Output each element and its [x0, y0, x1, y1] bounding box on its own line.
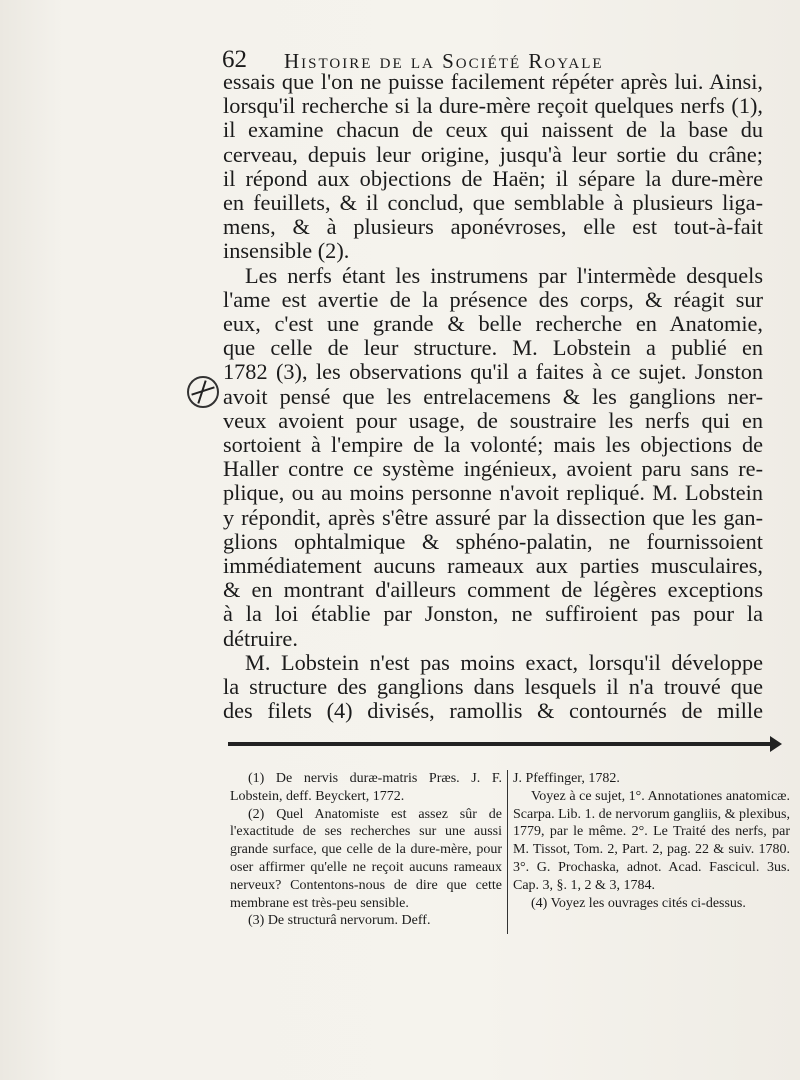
- text-line: 1782 (3), les observations qu'il a faites à ce sujet. Jonston: [223, 359, 763, 385]
- text-line: que celle de leur structure. M. Lobstein a publié en: [223, 335, 763, 361]
- footnote-3-continued: J. Pfeffinger, 1782.: [513, 771, 620, 786]
- text-line: veux avoient pour usage, de soustraire les nerfs qui en: [223, 407, 763, 433]
- footnotes-left-column: [230, 770, 502, 930]
- text-line: plique, ou au moins personne n'avoit repliqué. M. Lobstein: [223, 480, 763, 506]
- text-line: Haller contre ce système ingénieux, avoient paru sans re-: [223, 456, 763, 482]
- footnote-3: (3) De structurâ nervorum. Deff.: [248, 913, 431, 929]
- text-line: insensible (2).: [223, 238, 350, 264]
- footnote-2: (2) Quel Anatomiste est assez sûr de l'exactitude de ses recherches sur une aussi grande surface, que celle de la dure-mère, pour oser affirmer qu'elle ne reçoit aucuns rameaux nerveux? Contentons-nous de dire que cette membrane est très-peu sensible.: [230, 806, 502, 911]
- paragraph-2: [223, 264, 763, 651]
- paragraph-3: [223, 651, 763, 724]
- text-line: glions ophtalmique & sphéno-palatin, ne fournissoient: [223, 528, 763, 554]
- text-line: il répond aux objections de Haën; il sépare la dure-mère: [223, 165, 763, 191]
- text-line: la structure des ganglions dans lesquels il n'a trouvé que: [223, 674, 763, 700]
- text-line: avoit pensé que les entrelacemens & les ganglions ner-: [223, 383, 763, 409]
- text-line: à la loi établie par Jonston, ne suffiroient pas pour la: [223, 601, 763, 627]
- page-number: 62: [222, 46, 247, 73]
- footnote-4: (4) Voyez les ouvrages cités ci-dessus.: [531, 895, 746, 911]
- footnote-rule: [228, 742, 773, 746]
- main-text: [223, 70, 763, 723]
- handwritten-cross-mark-icon: [187, 376, 219, 408]
- text-line: eux, c'est une grande & belle recherche en Anatomie,: [223, 311, 763, 337]
- text-line: Les nerfs étant les instrumens par l'intermède desquels: [245, 262, 763, 288]
- paragraph-1: [223, 70, 763, 264]
- footnote-3-references: Voyez à ce sujet, 1°. Annotationes anatomicæ. Scarpa. Lib. 1. de nervorum gangliis, & plexibus, 1779, par le même. 2°. Le Traité des nerfs, par M. Tissot, Tom. 2, Part. 2, pag. 22 & suiv. 1780. 3°. G. Prochaska, adnot. Acad. Fascicul. 3us. Cap. 3, §. 1, 2 & 3, 1784.: [513, 788, 790, 893]
- text-line: détruire.: [223, 625, 298, 651]
- text-line: mens, & à plusieurs aponévroses, elle est tout-à-fait: [223, 214, 763, 240]
- text-line: en feuillets, & il conclud, que semblable à plusieurs liga-: [223, 190, 763, 216]
- text-line: cerveau, depuis leur origine, jusqu'à leur sortie du crâne;: [223, 141, 763, 167]
- column-divider: [507, 770, 508, 934]
- footnote-1: (1) De nervis duræ-matris Præs. J. F. Lobstein, deff. Beyckert, 1772.: [230, 771, 502, 804]
- text-line: il examine chacun de ceux qui naissent de la base du: [223, 117, 763, 143]
- rule-end-ornament: [770, 736, 782, 752]
- text-line: des filets (4) divisés, ramollis & contournés de mille: [223, 698, 763, 724]
- text-line: sortoient à l'empire de la volonté; mais les objections de: [223, 432, 763, 458]
- text-line: lorsqu'il recherche si la dure-mère reçoit quelques nerfs (1),: [223, 93, 763, 119]
- text-line: M. Lobstein n'est pas moins exact, lorsqu'il développe: [245, 649, 763, 675]
- text-line: essais que l'on ne puisse facilement répéter après lui. Ainsi,: [223, 69, 763, 94]
- text-line: y répondit, après s'être assuré par la dissection que les gan-: [223, 504, 763, 530]
- text-line: & en montrant d'ailleurs comment de légères exceptions: [223, 577, 763, 603]
- footnotes-right-column: [513, 770, 790, 912]
- running-title: Histoire de la Société Royale: [284, 49, 604, 73]
- text-line: immédiatement aucuns rameaux aux parties musculaires,: [223, 553, 763, 579]
- text-line: l'ame est avertie de la présence des corps, & réagit sur: [223, 286, 763, 312]
